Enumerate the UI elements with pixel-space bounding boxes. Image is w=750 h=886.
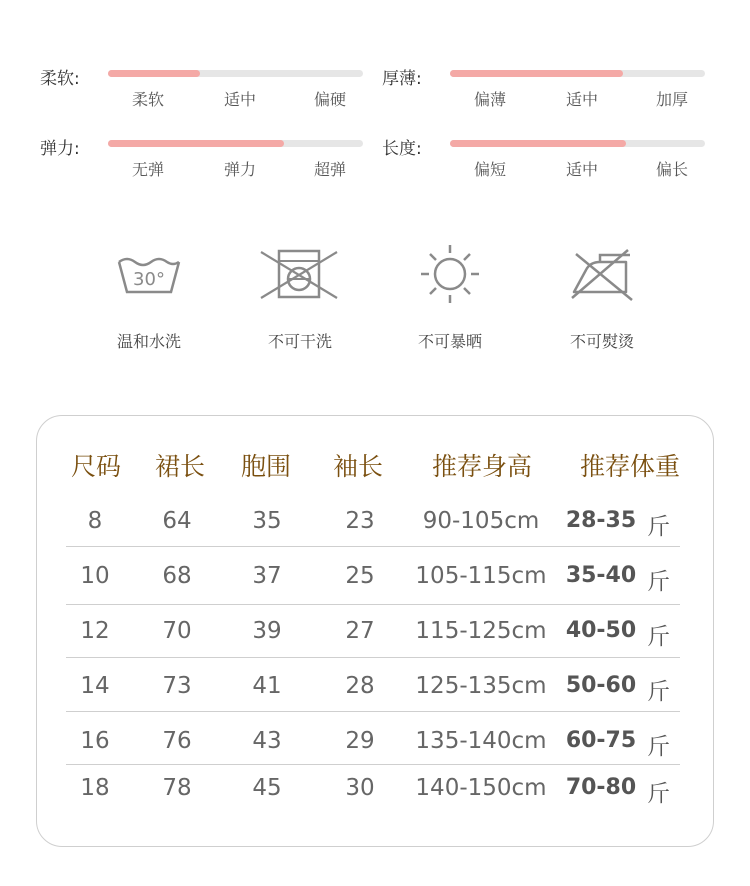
table-cell: 125-135cm — [415, 673, 547, 699]
weight-unit: 斤 — [647, 679, 670, 705]
attribute-tick: 适中 — [565, 160, 599, 179]
table-cell: 64 — [162, 508, 192, 534]
no-iron-icon — [560, 242, 644, 306]
table-cell: 23 — [345, 508, 375, 534]
table-cell: 25 — [345, 563, 375, 589]
table-cell: 27 — [345, 618, 375, 644]
attribute-tick: 偏硬 — [313, 90, 347, 109]
table-cell: 30 — [345, 775, 375, 801]
table-cell: 40-50 — [565, 618, 637, 643]
table-cell: 16 — [80, 728, 110, 754]
attribute-label: 柔软: — [40, 69, 80, 89]
attribute-bar-fill — [450, 70, 623, 77]
attribute-tick: 弹力 — [223, 160, 257, 179]
table-cell: 41 — [252, 673, 282, 699]
attribute-bar — [450, 70, 705, 77]
table-cell: 37 — [252, 563, 282, 589]
table-cell: 39 — [252, 618, 282, 644]
attribute-tick: 加厚 — [655, 90, 689, 109]
attribute-label: 弹力: — [40, 139, 80, 159]
row-divider — [66, 604, 680, 605]
table-cell: 50-60 — [565, 673, 637, 698]
care-label: 不可干洗 — [267, 332, 333, 351]
table-header: 胞围 — [240, 452, 292, 481]
table-cell: 90-105cm — [422, 508, 540, 534]
weight-unit: 斤 — [647, 569, 670, 595]
attribute-bar — [108, 140, 363, 147]
table-cell: 29 — [345, 728, 375, 754]
table-header: 尺码 — [70, 452, 122, 481]
table-cell: 60-75 — [565, 728, 637, 753]
no-sun-dry-icon — [408, 242, 492, 306]
row-divider — [66, 711, 680, 712]
row-divider — [66, 657, 680, 658]
table-cell: 45 — [252, 775, 282, 801]
table-cell: 35-40 — [565, 563, 637, 588]
weight-unit: 斤 — [647, 624, 670, 650]
no-dry-clean-icon — [257, 242, 341, 306]
table-cell: 70 — [162, 618, 192, 644]
table-cell: 76 — [162, 728, 192, 754]
wash-temp-label: 30° — [133, 269, 165, 290]
table-cell: 70-80 — [565, 775, 637, 800]
table-cell: 73 — [162, 673, 192, 699]
attribute-bar — [108, 70, 363, 77]
table-cell: 12 — [80, 618, 110, 644]
attribute-tick: 无弹 — [131, 160, 165, 179]
row-divider — [66, 546, 680, 547]
table-cell: 135-140cm — [415, 728, 547, 754]
attribute-tick: 适中 — [565, 90, 599, 109]
weight-unit: 斤 — [647, 514, 670, 540]
table-cell: 68 — [162, 563, 192, 589]
attribute-bar-fill — [108, 140, 284, 147]
table-cell: 35 — [252, 508, 282, 534]
attribute-label: 长度: — [382, 139, 422, 159]
table-cell: 8 — [87, 508, 103, 534]
care-label: 温和水洗 — [116, 332, 182, 351]
table-cell: 105-115cm — [415, 563, 547, 589]
attribute-tick: 偏薄 — [473, 90, 507, 109]
weight-unit: 斤 — [647, 734, 670, 760]
attribute-tick: 超弹 — [313, 160, 347, 179]
table-header: 推荐身高 — [431, 452, 533, 481]
table-cell: 14 — [80, 673, 110, 699]
attribute-label: 厚薄: — [382, 69, 422, 89]
attribute-tick: 偏长 — [655, 160, 689, 179]
attribute-tick: 适中 — [223, 90, 257, 109]
table-cell: 78 — [162, 775, 192, 801]
table-cell: 43 — [252, 728, 282, 754]
weight-unit: 斤 — [647, 781, 670, 807]
table-cell: 28-35 — [565, 508, 637, 533]
table-header: 袖长 — [332, 452, 384, 481]
table-cell: 115-125cm — [415, 618, 547, 644]
care-label: 不可熨烫 — [569, 332, 635, 351]
table-cell: 140-150cm — [415, 775, 547, 801]
care-label: 不可暴晒 — [417, 332, 483, 351]
attribute-tick: 偏短 — [473, 160, 507, 179]
attribute-tick: 柔软 — [131, 90, 165, 109]
table-cell: 10 — [80, 563, 110, 589]
table-header: 推荐体重 — [579, 452, 681, 481]
table-cell: 28 — [345, 673, 375, 699]
attribute-bar-fill — [450, 140, 626, 147]
table-header: 裙长 — [154, 452, 206, 481]
wash-30-icon — [107, 242, 191, 306]
row-divider — [66, 764, 680, 765]
attribute-bar-fill — [108, 70, 200, 77]
table-cell: 18 — [80, 775, 110, 801]
attribute-bar — [450, 140, 705, 147]
